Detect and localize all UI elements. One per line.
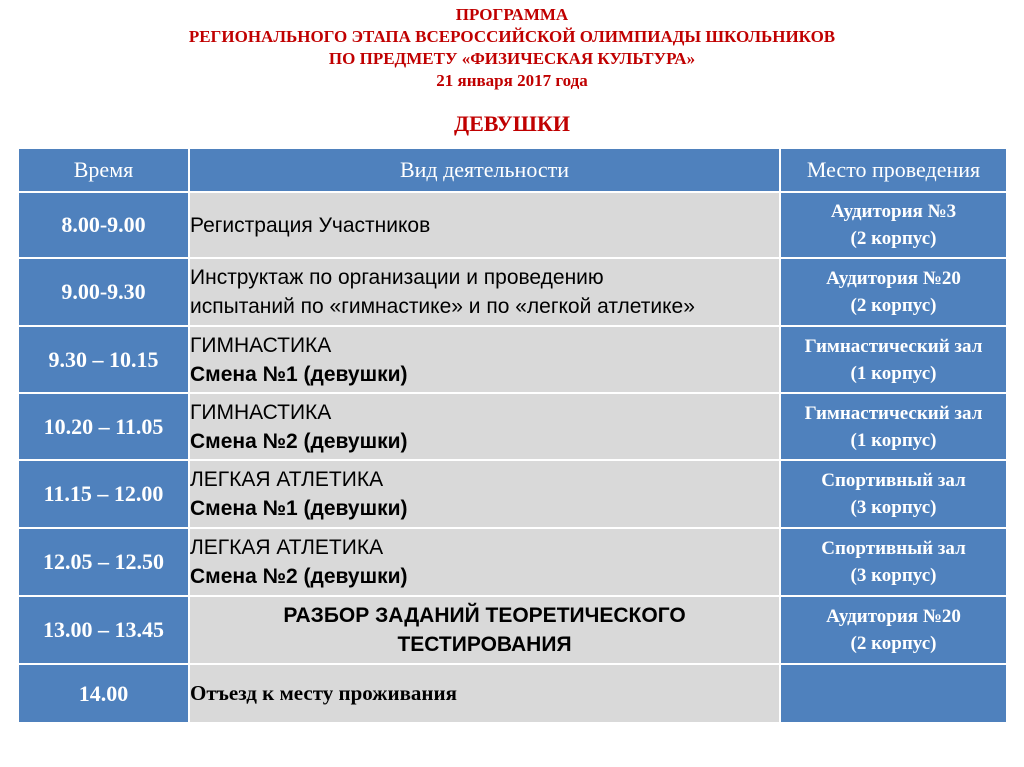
activity-cell bbox=[189, 258, 780, 326]
activity-line: Отъезд к месту проживания bbox=[190, 681, 457, 705]
place-cell bbox=[780, 460, 1007, 528]
place-name: Гимнастический зал bbox=[804, 402, 983, 424]
column-header-place: Место проведения bbox=[780, 148, 1007, 192]
place-name: Гимнастический зал bbox=[804, 335, 983, 357]
place-cell bbox=[780, 528, 1007, 596]
activity-line: Регистрация Участников bbox=[190, 213, 431, 237]
table-row bbox=[18, 664, 1007, 723]
table-row bbox=[18, 192, 1007, 258]
table-row bbox=[18, 528, 1007, 596]
place-building: (2 корпус) bbox=[850, 228, 937, 249]
place-name: Аудитория №20 bbox=[826, 268, 961, 289]
place-building: (3 корпус) bbox=[850, 497, 937, 518]
table-row bbox=[18, 596, 1007, 664]
place-name: Спортивный зал bbox=[821, 538, 966, 559]
place-cell bbox=[780, 596, 1007, 664]
shift-label: Смена №1 (девушки) bbox=[190, 362, 408, 386]
place-name: Аудитория №20 bbox=[826, 606, 961, 627]
activity-line: ЛЕГКАЯ АТЛЕТИКА bbox=[190, 536, 384, 559]
shift-label: Смена №2 (девушки) bbox=[190, 565, 408, 588]
place-name: Спортивный зал bbox=[821, 470, 966, 491]
table-row bbox=[18, 258, 1007, 326]
activity-line: РАЗБОР ЗАДАНИЙ ТЕОРЕТИЧЕСКОГО bbox=[283, 604, 686, 627]
place-cell-empty bbox=[780, 664, 1007, 723]
header-event: РЕГИОНАЛЬНОГО ЭТАПА ВСЕРОССИЙСКОЙ ОЛИМПИАДЫ ШКОЛЬНИКОВ bbox=[188, 27, 836, 46]
header-date: 21 января 2017 года bbox=[436, 71, 588, 90]
activity-line: ЛЕГКАЯ АТЛЕТИКА bbox=[190, 468, 384, 491]
time-cell: 13.00 – 13.45 bbox=[18, 596, 189, 664]
column-header-time: Время bbox=[18, 148, 189, 192]
place-building: (1 корпус) bbox=[850, 362, 937, 384]
place-name: Аудитория №3 bbox=[830, 201, 957, 222]
activity-cell bbox=[189, 393, 780, 460]
activity-line: Инструктаж по организации и проведению bbox=[190, 266, 604, 289]
activity-line: ГИМНАСТИКА bbox=[190, 400, 332, 424]
time-cell: 8.00-9.00 bbox=[18, 192, 189, 258]
table-header-row bbox=[18, 148, 1007, 192]
table-row bbox=[18, 393, 1007, 460]
activity-cell bbox=[189, 528, 780, 596]
time-cell: 9.30 – 10.15 bbox=[18, 326, 189, 393]
time-cell: 10.20 – 11.05 bbox=[18, 393, 189, 460]
place-building: (2 корпус) bbox=[850, 633, 937, 654]
place-cell bbox=[780, 192, 1007, 258]
table-row bbox=[18, 460, 1007, 528]
program-header bbox=[0, 4, 1024, 92]
schedule-table bbox=[17, 147, 1008, 724]
activity-cell bbox=[189, 326, 780, 393]
header-subject: ПО ПРЕДМЕТУ «ФИЗИЧЕСКАЯ КУЛЬТУРА» bbox=[328, 49, 696, 68]
activity-cell bbox=[189, 596, 780, 664]
place-building: (2 корпус) bbox=[850, 295, 937, 316]
place-building: (3 корпус) bbox=[850, 565, 937, 586]
activity-cell bbox=[189, 460, 780, 528]
time-cell: 11.15 – 12.00 bbox=[18, 460, 189, 528]
activity-line: испытаний по «гимнастике» и по «легкой атлетике» bbox=[190, 295, 695, 318]
place-cell bbox=[780, 393, 1007, 460]
time-cell: 9.00-9.30 bbox=[18, 258, 189, 326]
place-cell bbox=[780, 326, 1007, 393]
place-cell bbox=[780, 258, 1007, 326]
activity-cell bbox=[189, 664, 780, 723]
activity-line: ТЕСТИРОВАНИЯ bbox=[397, 633, 572, 656]
column-header-activity: Вид деятельности bbox=[189, 148, 780, 192]
activity-line: ГИМНАСТИКА bbox=[190, 333, 332, 357]
group-title: ДЕВУШКИ bbox=[453, 111, 571, 136]
time-cell: 14.00 bbox=[18, 664, 189, 723]
activity-cell bbox=[189, 192, 780, 258]
time-cell: 12.05 – 12.50 bbox=[18, 528, 189, 596]
header-title: ПРОГРАММА bbox=[455, 5, 569, 24]
table-row bbox=[18, 326, 1007, 393]
shift-label: Смена №2 (девушки) bbox=[190, 429, 408, 453]
shift-label: Смена №1 (девушки) bbox=[190, 497, 408, 520]
place-building: (1 корпус) bbox=[850, 429, 937, 451]
